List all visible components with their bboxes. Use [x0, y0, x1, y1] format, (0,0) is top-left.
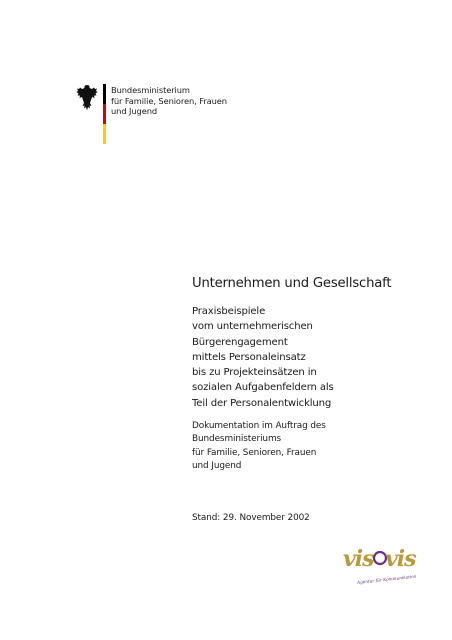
- documentation-line: Dokumentation im Auftrag des: [192, 421, 326, 431]
- german-flag-bar: [103, 84, 106, 144]
- document-title: Unternehmen und Gesellschaft: [192, 276, 392, 291]
- federal-eagle-icon: [76, 84, 98, 112]
- flag-red-stripe: [103, 104, 106, 124]
- documentation-line: Bundesministeriums: [192, 434, 282, 445]
- flag-black-stripe: [103, 84, 106, 104]
- documentation-line: für Familie, Senioren, Frauen: [192, 447, 317, 458]
- subtitle-line: Praxisbeispiele: [192, 306, 266, 317]
- document-subtitle: [192, 304, 334, 411]
- documentation-note: [192, 420, 326, 474]
- subtitle-line: Bürgerengagement: [192, 336, 288, 348]
- subtitle-line: mittels Personaleinsatz: [192, 351, 306, 363]
- subtitle-line: bis zu Projekteinsätzen in: [192, 367, 317, 379]
- ministry-name: [111, 85, 227, 117]
- ministry-line: Bundesministerium: [111, 85, 190, 95]
- subtitle-line: vom unternehmerischen: [192, 321, 313, 333]
- subtitle-line: sozialen Aufgabenfeldern als: [192, 382, 334, 394]
- svg-text:Agentur für Kommunikation: Agentur für Kommunikation: [356, 573, 417, 585]
- subtitle-line: Teil der Personalentwicklung: [192, 397, 332, 409]
- flag-gold-stripe: [103, 124, 106, 144]
- visavis-logo: [341, 536, 417, 588]
- date-stand: Stand: 29. November 2002: [192, 513, 310, 523]
- svg-text:vis: vis: [385, 546, 416, 572]
- ministry-line: und Jugend: [111, 106, 158, 116]
- ministry-line: für Familie, Senioren, Frauen: [111, 95, 227, 106]
- documentation-line: und Jugend: [192, 461, 242, 472]
- svg-text:vis: vis: [343, 546, 374, 572]
- ministry-logo: [76, 84, 296, 144]
